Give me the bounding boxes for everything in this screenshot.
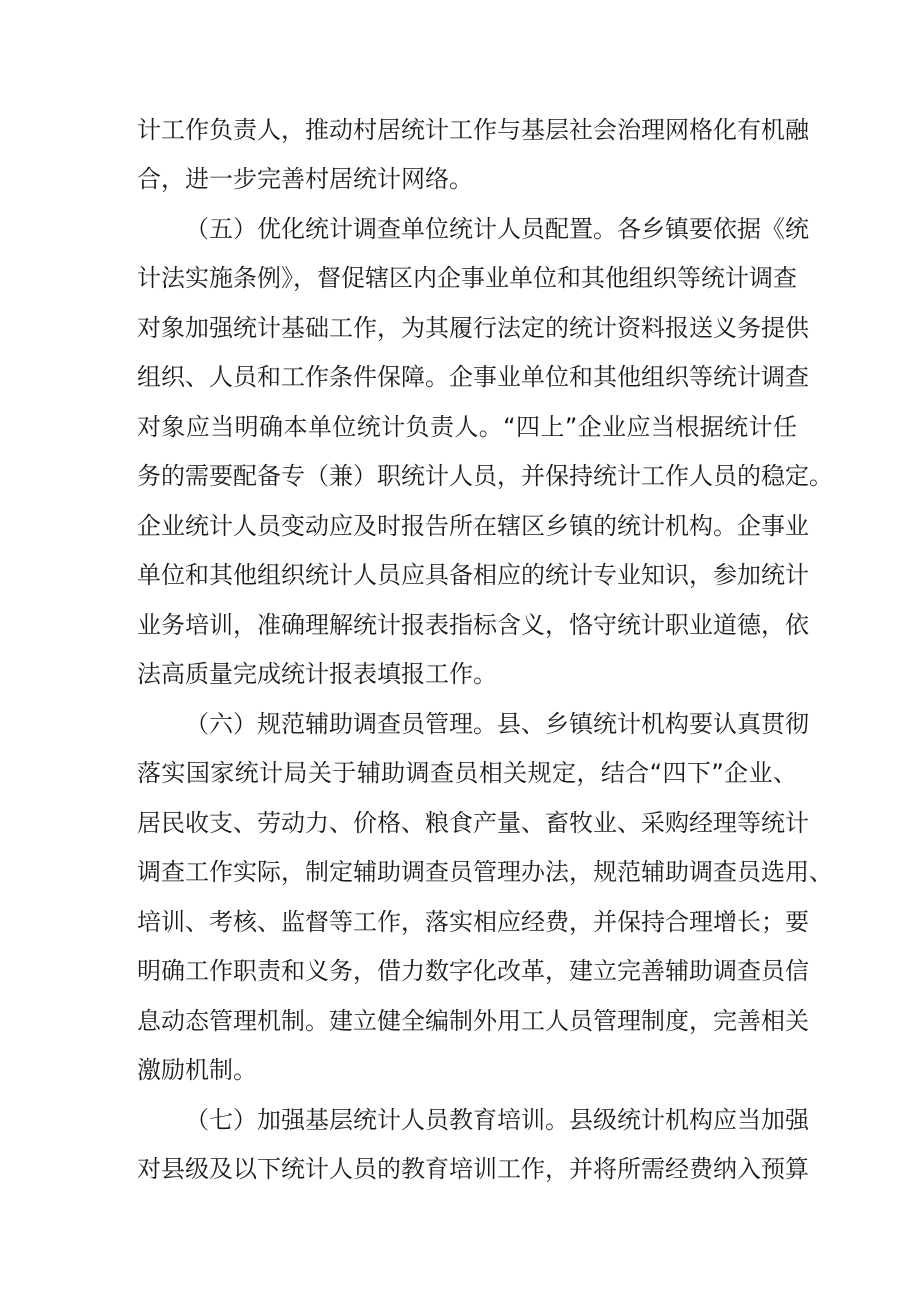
section-heading-line: （五）优化统计调查单位统计人员配置。各乡镇要依据《统	[185, 215, 809, 243]
text-line: 培训、考核、监督等工作，落实相应经费，并保持合理增长；要	[137, 908, 809, 936]
section-heading-line: （七）加强基层统计人员教育培训。县级统计机构应当加强	[185, 1106, 809, 1134]
text-line: 对县级及以下统计人员的教育培训工作，并将所需经费纳入预算	[137, 1155, 809, 1183]
text-line: 业务培训，准确理解统计报表指标含义，恪守统计职业道德，依	[137, 611, 809, 639]
text-line: 计工作负责人，推动村居统计工作与基层社会治理网格化有机融	[137, 116, 809, 144]
text-line: 计法实施条例》，督促辖区内企事业单位和其他组织等统计调查	[137, 264, 797, 292]
text-line: 明确工作职责和义务，借力数字化改革，建立完善辅助调查员信	[137, 957, 809, 985]
text-line: 激励机制。	[137, 1056, 257, 1084]
text-line: 法高质量完成统计报表填报工作。	[137, 660, 497, 688]
text-line: 息动态管理机制。建立健全编制外用工人员管理制度，完善相关	[137, 1007, 809, 1035]
text-line: 居民收支、劳动力、价格、粮食产量、畜牧业、采购经理等统计	[137, 809, 809, 837]
text-line: 对象加强统计基础工作，为其履行法定的统计资料报送义务提供	[137, 314, 809, 342]
text-line: 企业统计人员变动应及时报告所在辖区乡镇的统计机构。企事业	[137, 512, 809, 540]
text-line: 合，进一步完善村居统计网络。	[137, 165, 473, 193]
section-heading-line: （六）规范辅助调查员管理。县、乡镇统计机构要认真贯彻	[185, 710, 809, 738]
text-line: 对象应当明确本单位统计负责人。“四上”企业应当根据统计任	[137, 413, 797, 441]
text-line: 务的需要配备专（兼）职统计人员，并保持统计工作人员的稳定。	[137, 462, 833, 490]
text-line: 调查工作实际，制定辅助调查员管理办法，规范辅助调查员选用、	[137, 858, 833, 886]
text-line: 单位和其他组织统计人员应具备相应的统计专业知识，参加统计	[137, 561, 809, 589]
text-line: 落实国家统计局关于辅助调查员相关规定，结合“四下”企业、	[137, 759, 797, 787]
text-line: 组织、人员和工作条件保障。企事业单位和其他组织等统计调查	[137, 363, 809, 391]
